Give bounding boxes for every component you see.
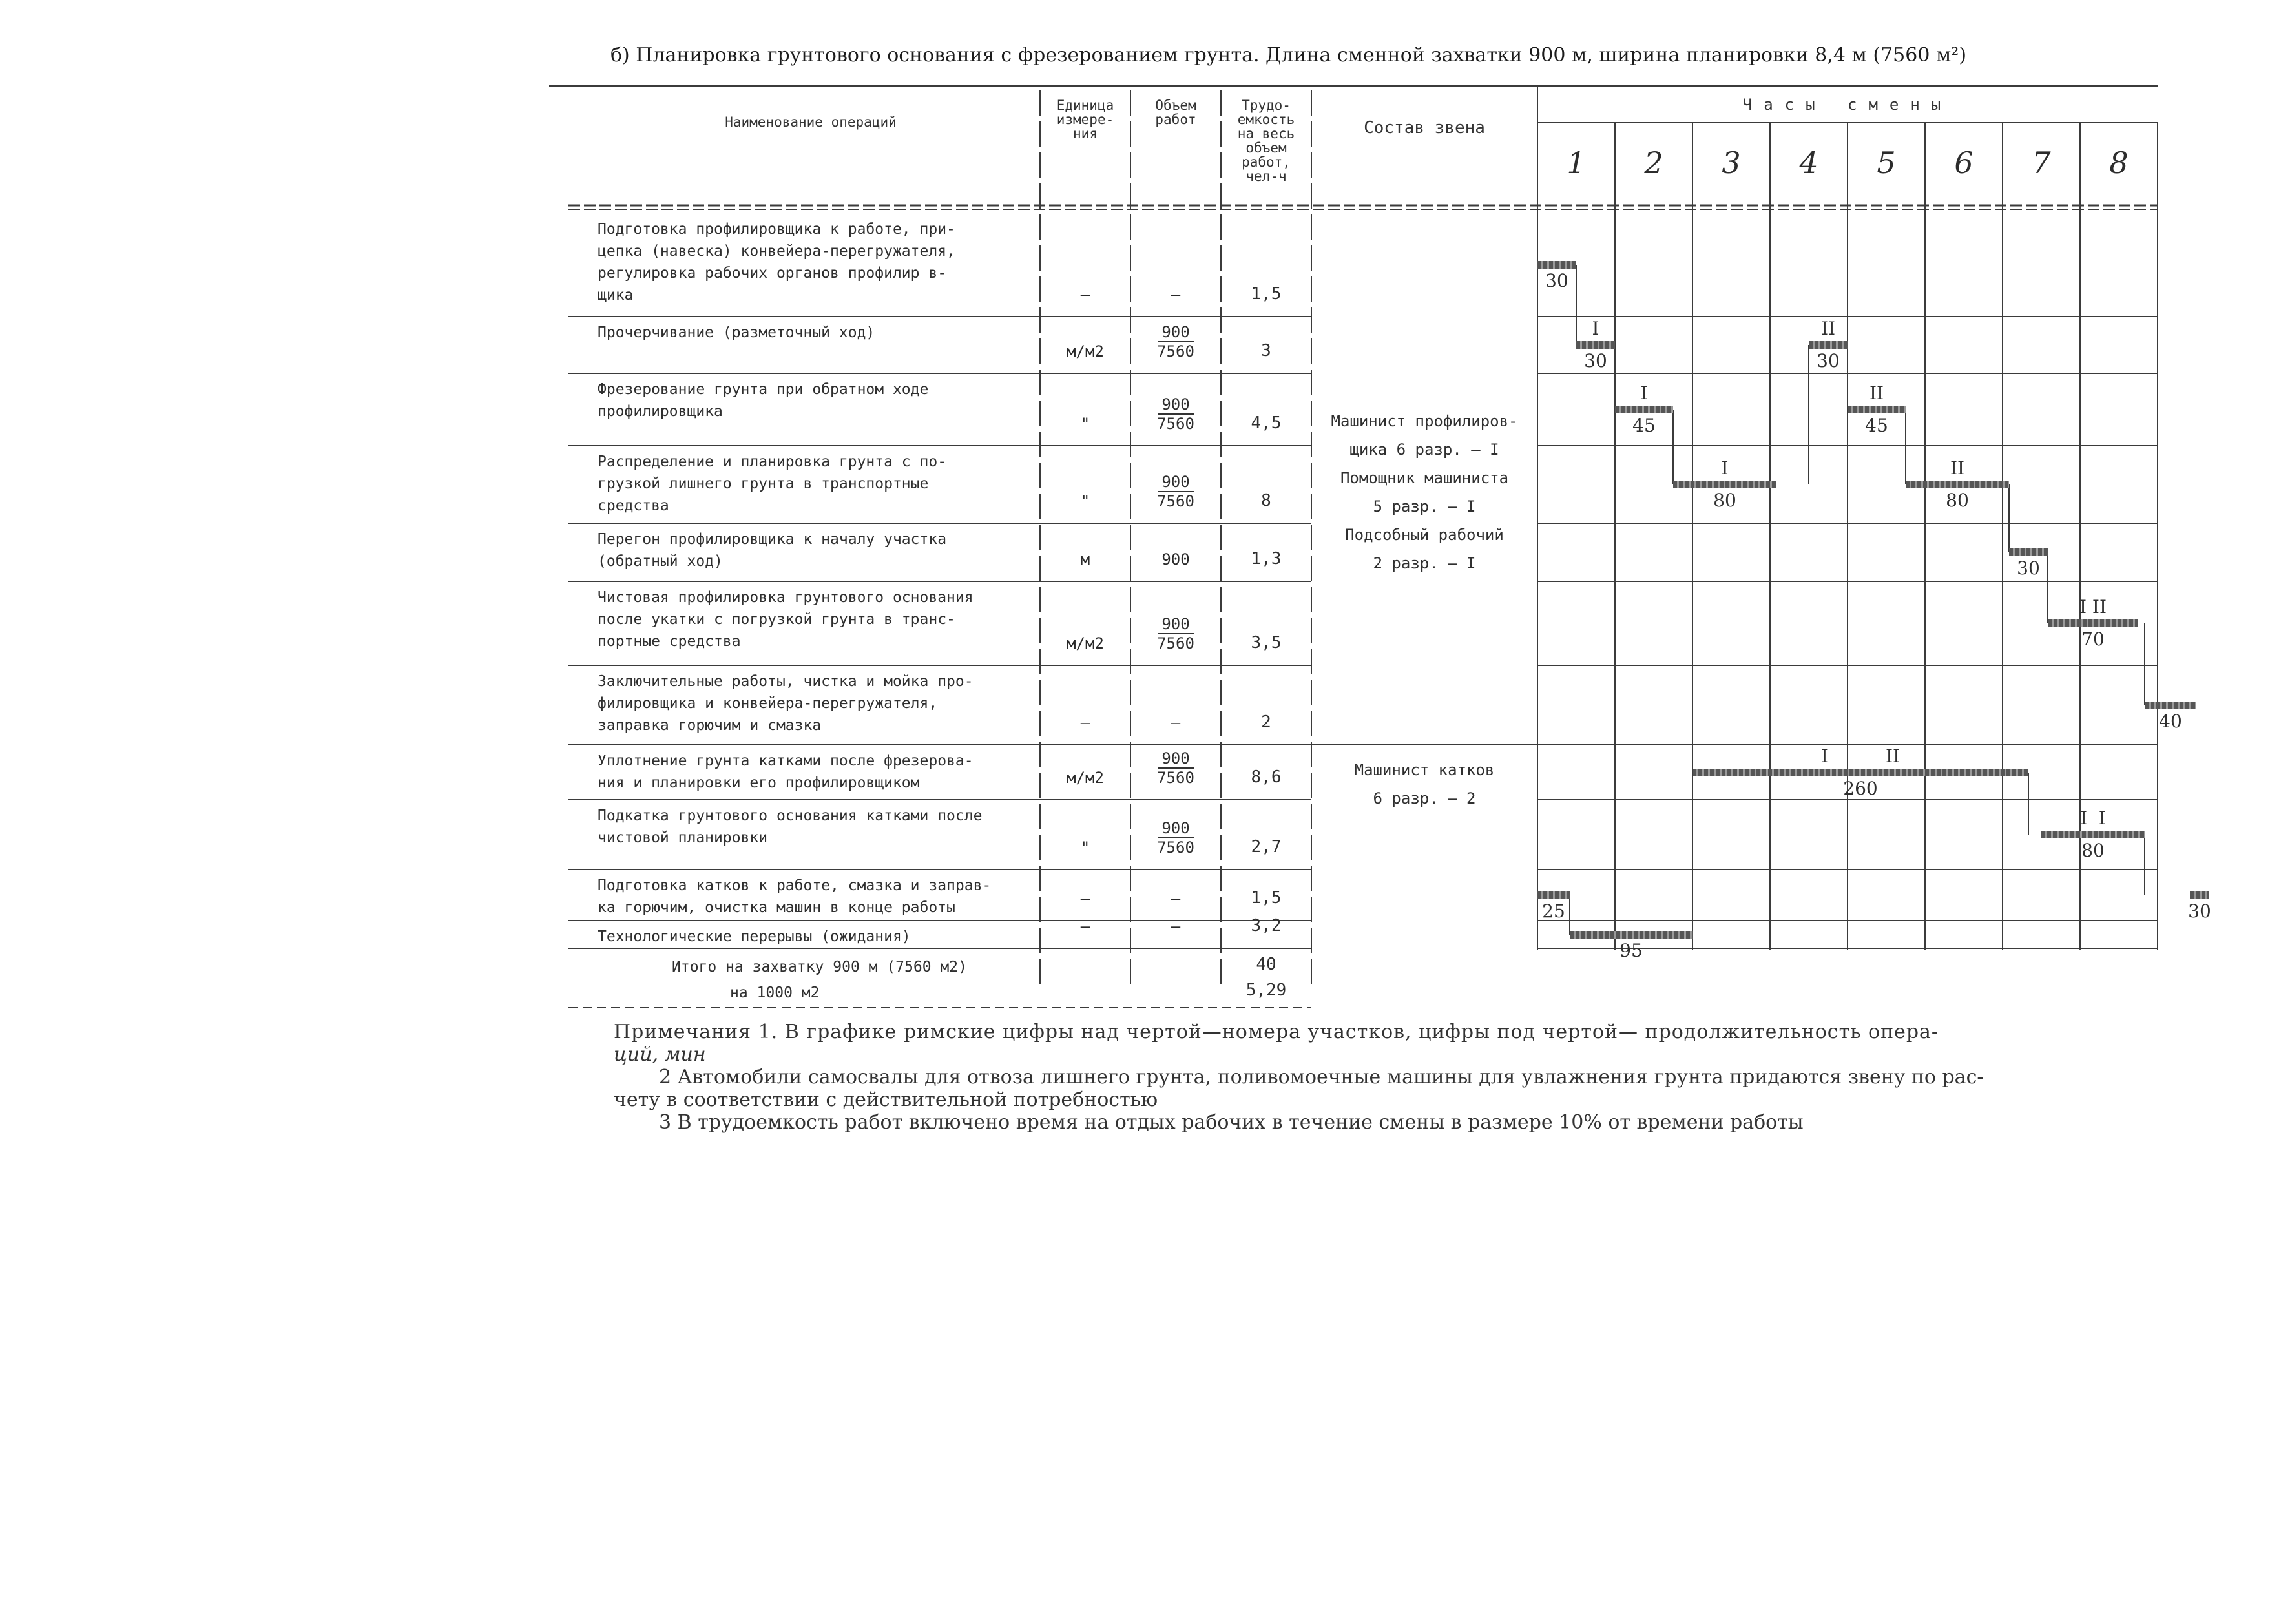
operation-cell: Подготовка профилировщика к работе, при- цепка (навеска) конвейера-перегружателя, регулировка рабочих органов профилир в- щика [598, 221, 955, 304]
labor-cell: 2 [1261, 713, 1271, 732]
col-header-operation: Наименование операций [725, 114, 897, 130]
labor-cell: 1,5 [1251, 888, 1282, 908]
crew-group-2: Машинист катков 6 разр. – 2 [1354, 761, 1495, 807]
gantt-bar [2041, 831, 2145, 838]
gantt-duration-label: 30 [2188, 900, 2211, 922]
unit-cell: " [1080, 415, 1090, 433]
unit-cell: – [1080, 917, 1090, 935]
gantt-section-label: I I [2080, 807, 2106, 829]
volume-cell [1130, 615, 1221, 652]
gantt-bar [2009, 548, 2048, 556]
gantt-bar [1576, 341, 1615, 349]
volume-bottom: 7560 [1157, 769, 1194, 787]
volume-bottom: 7560 [1157, 415, 1194, 433]
volume-cell [1130, 749, 1221, 787]
volume-cell [1130, 323, 1221, 360]
labor-cell: 3,5 [1251, 633, 1282, 652]
unit-cell: " [1080, 492, 1090, 510]
gantt-bar [1673, 481, 1776, 488]
col-header-crew: Состав звена [1364, 118, 1485, 138]
notes [614, 1021, 1984, 1134]
labor-cell: 4,5 [1251, 413, 1282, 433]
volume-bottom: 7560 [1157, 838, 1194, 857]
gantt-bar [1809, 341, 1848, 349]
labor-cell: 2,7 [1251, 837, 1282, 857]
gantt-duration-label: 30 [1545, 270, 1568, 291]
gantt-duration-label: 80 [1713, 490, 1736, 511]
hour-number: 7 [2032, 145, 2051, 180]
unit-cell: м [1080, 550, 1090, 568]
gantt-section-label: I [1640, 382, 1648, 404]
operation-cell: Заключительные работы, чистка и мойка про- филировщика и конвейера-перегружателя, заправка горючим и смазка [598, 673, 974, 734]
hour-number: 1 [1567, 145, 1586, 180]
volume-cell: – [1171, 890, 1181, 908]
volume-bottom: 7560 [1157, 342, 1194, 360]
hour-number: 8 [2109, 145, 2129, 180]
gantt-bar [1570, 931, 1693, 939]
unit-cell: м/м2 [1067, 769, 1104, 787]
gantt-section-label: I II [1820, 745, 1901, 767]
gantt-bar [1906, 481, 2009, 488]
page-title: б) Планировка грунтового основания с фрезерованием грунта. Длина сменной захватки 900 м, ширина планировки 8,4 м (7560 м²) [610, 44, 1967, 67]
gantt-bar [1693, 769, 2028, 776]
gantt-bar [1615, 406, 1673, 413]
labor-cell: 1,3 [1251, 549, 1282, 568]
unit-cell: м/м2 [1067, 634, 1104, 652]
note-1: Примечания 1. В графике римские цифры над чертой—номера участков, цифры под чертой— продолжительность опера- [614, 1021, 1939, 1043]
volume-top: 900 [1158, 323, 1193, 342]
operation-cell: Подкатка грунтового основания катками после чистовой планировки [598, 807, 983, 846]
unit-cell: м/м2 [1067, 342, 1104, 360]
note-2-cont: чету в соответствии с действительной потребностью [614, 1088, 1158, 1111]
col-header-unit: Единица измере- ния [1056, 98, 1114, 142]
hour-number: 4 [1799, 145, 1818, 180]
volume-cell [1130, 473, 1221, 510]
volume-bottom: 7560 [1157, 492, 1194, 510]
volume-top: 900 [1158, 473, 1193, 492]
gantt-bar [2145, 702, 2196, 709]
gantt-section-label: II [1950, 457, 1965, 479]
gantt-duration-label: 80 [2081, 840, 2105, 861]
unit-cell: – [1080, 286, 1090, 304]
total-per-value: 5,29 [1245, 981, 1287, 1000]
operation-cell: Перегон профилировщика к началу участка (обратный ход) [598, 531, 947, 570]
gantt-duration-label: 45 [1632, 415, 1656, 436]
hour-number: 6 [1954, 145, 1974, 180]
operation-cell: Технологические перерывы (ожидания) [598, 928, 911, 945]
hour-number: 3 [1722, 145, 1741, 180]
note-1-cont: ций, мин [614, 1043, 706, 1066]
gantt-duration-label: 30 [1584, 350, 1607, 371]
hour-number: 5 [1877, 145, 1896, 180]
volume-cell: – [1171, 917, 1181, 935]
labor-cell: 3 [1261, 341, 1271, 360]
labor-cell: 1,5 [1251, 284, 1282, 304]
operation-cell: Подготовка катков к работе, смазка и заправ- ка горючим, очистка машин в конце работы [598, 877, 992, 916]
gantt-bar [2190, 891, 2209, 899]
crew-group-1: Машинист профилиров- щика 6 разр. – I Помощник машиниста 5 разр. – I Подсобный рабочий 2 разр. – I [1331, 412, 1518, 572]
volume-cell: – [1171, 714, 1181, 732]
gantt-section-label: I [1721, 457, 1729, 479]
gantt-bar [1537, 261, 1576, 269]
hour-number: 2 [1644, 145, 1663, 180]
unit-cell: – [1080, 890, 1090, 908]
col-header-labor: Трудо- емкость на весь объем работ, чел-ч [1237, 98, 1295, 185]
volume-cell [1130, 819, 1221, 857]
gantt-duration-label: 260 [1843, 778, 1878, 799]
gantt-bar [1537, 891, 1570, 899]
gantt-duration-label: 70 [2081, 629, 2105, 650]
col-header-volume: Объем работ [1155, 98, 1196, 128]
volume-top: 900 [1158, 395, 1193, 415]
labor-cell: 3,2 [1251, 916, 1282, 935]
volume-top: 900 [1158, 749, 1193, 769]
gantt-duration-label: 30 [1817, 350, 1840, 371]
operation-cell: Фрезерование грунта при обратном ходе профилировщика [598, 381, 929, 420]
volume-top: 900 [1158, 819, 1193, 838]
volume-bottom: 7560 [1157, 634, 1194, 652]
volume-top: 900 [1158, 615, 1193, 634]
gantt-bar [2048, 619, 2138, 627]
labor-cell: 8 [1261, 491, 1271, 510]
unit-cell: – [1080, 714, 1090, 732]
volume-cell [1130, 395, 1221, 433]
col-header-hours: Часы смены [1742, 96, 1953, 114]
gantt-section-label: I [1592, 318, 1599, 339]
unit-cell: " [1080, 838, 1090, 857]
gantt-section-label: I II [2079, 596, 2107, 618]
total-value: 40 [1256, 955, 1276, 974]
gantt-duration-label: 30 [2017, 557, 2040, 579]
operation-cell: Уплотнение грунта катками после фрезерова- ния и планировки его профилировщиком [598, 753, 974, 791]
gantt-bar [1848, 406, 1906, 413]
gantt-duration-label: 40 [2159, 711, 2182, 732]
gantt-section-label: II [1869, 382, 1884, 404]
gantt-duration-label: 80 [1946, 490, 1969, 511]
gantt-duration-label: 45 [1865, 415, 1888, 436]
volume-cell: – [1171, 286, 1181, 304]
operation-cell: Чистовая профилировка грунтового основания после укатки с погрузкой грунта в транс- портные средства [598, 589, 974, 650]
total-label: Итого на захватку 900 м (7560 м2) [672, 959, 967, 975]
gantt-duration-label: 95 [1620, 940, 1643, 961]
gantt-section-label: II [1820, 318, 1836, 339]
operation-cell: Распределение и планировка грунта с по- грузкой лишнего грунта в транспортные средства [598, 453, 947, 514]
note-3: 3 В трудоемкость работ включено время на отдых рабочих в течение смены в размере 10% от времени работы [659, 1111, 1804, 1134]
note-2: 2 Автомобили самосвалы для отвоза лишнего грунта, поливомоечные машины для увлажнения грунта придаются звену по рас- [659, 1066, 1984, 1088]
gantt-duration-label: 25 [1542, 900, 1565, 922]
operation-cell: Прочерчивание (разметочный ход) [598, 324, 875, 341]
volume-cell: 900 [1161, 550, 1190, 568]
total-per-label: на 1000 м2 [730, 984, 820, 1001]
labor-cell: 8,6 [1251, 767, 1282, 787]
